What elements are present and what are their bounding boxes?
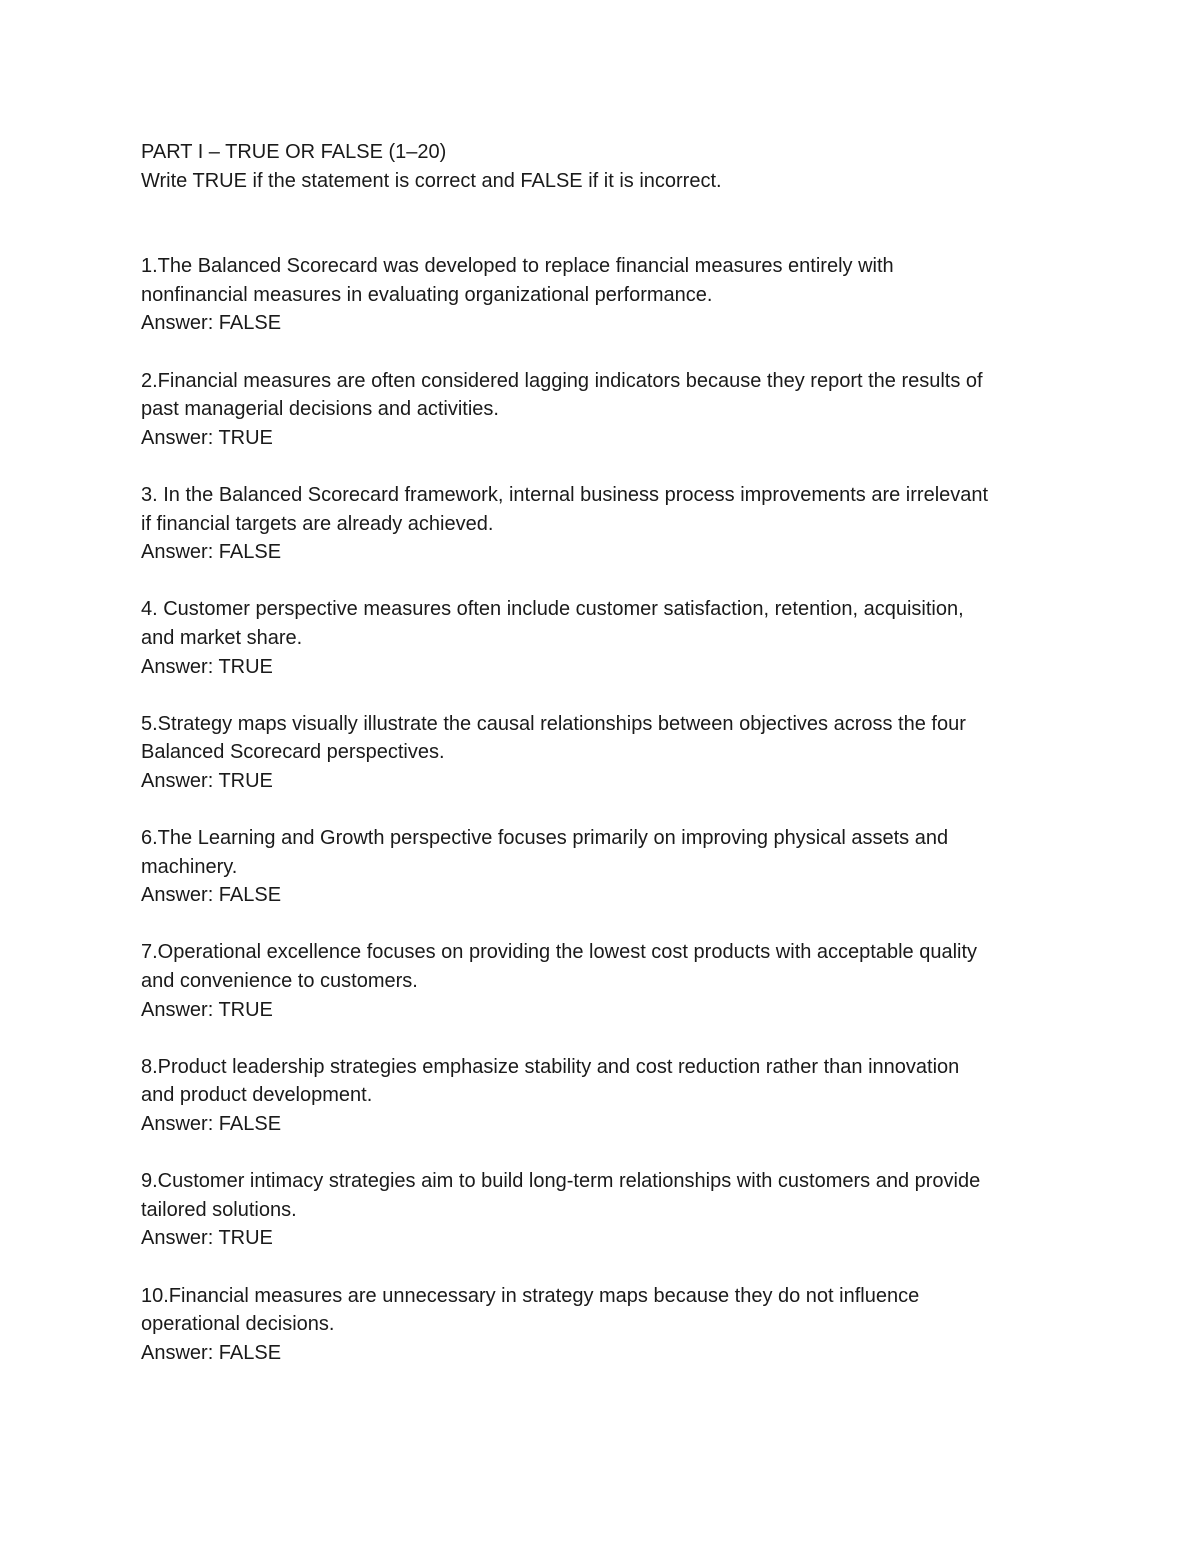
- section-instructions: Write TRUE if the statement is correct and FALSE if it is incorrect.: [141, 169, 722, 192]
- question-text-line: and market share.: [141, 626, 303, 649]
- question-text-line: operational decisions.: [141, 1313, 335, 1336]
- question-text-line: 1.The Balanced Scorecard was developed to replace financial measures entirely with: [141, 255, 894, 278]
- answer-text: Answer: TRUE: [141, 1227, 273, 1250]
- question-text-line: 5.Strategy maps visually illustrate the causal relationships between objectives across the four: [141, 712, 966, 735]
- question-item: [141, 710, 1071, 796]
- answer-text: Answer: TRUE: [141, 655, 273, 678]
- question-item: [141, 595, 1071, 681]
- question-text-line: 3. In the Balanced Scorecard framework, internal business process improvements are irrelevant: [141, 483, 989, 506]
- question-item: [141, 824, 1071, 910]
- question-text-line: 9.Customer intimacy strategies aim to build long-term relationships with customers and provide: [141, 1170, 981, 1193]
- answer-text: Answer: FALSE: [141, 1341, 282, 1364]
- answer-text: Answer: FALSE: [141, 884, 282, 907]
- question-text-line: 8.Product leadership strategies emphasize stability and cost reduction rather than innovation: [141, 1055, 960, 1078]
- question-text-line: and product development.: [141, 1084, 373, 1107]
- answer-text: Answer: FALSE: [141, 541, 282, 564]
- question-text-line: 2.Financial measures are often considered lagging indicators because they report the results of: [141, 369, 983, 392]
- question-text-line: machinery.: [141, 855, 238, 878]
- question-text-line: 7.Operational excellence focuses on providing the lowest cost products with acceptable quality: [141, 941, 978, 964]
- question-item: [141, 481, 1071, 567]
- question-item: [141, 938, 1071, 1024]
- question-text-line: tailored solutions.: [141, 1198, 297, 1221]
- document-page: [141, 138, 1071, 1396]
- answer-text: Answer: TRUE: [141, 769, 273, 792]
- question-item: [141, 1053, 1071, 1139]
- answer-text: Answer: FALSE: [141, 312, 282, 335]
- section-header: [141, 138, 1071, 195]
- question-text-line: 10.Financial measures are unnecessary in strategy maps because they do not influence: [141, 1284, 920, 1307]
- answer-text: Answer: TRUE: [141, 998, 273, 1021]
- question-text-line: if financial targets are already achieved.: [141, 512, 494, 535]
- question-item: [141, 1282, 1071, 1368]
- question-text-line: 6.The Learning and Growth perspective focuses primarily on improving physical assets and: [141, 827, 949, 850]
- question-text-line: Balanced Scorecard perspectives.: [141, 741, 445, 764]
- question-item: [141, 252, 1071, 338]
- question-text-line: and convenience to customers.: [141, 970, 418, 993]
- question-text-line: nonfinancial measures in evaluating organizational performance.: [141, 283, 713, 306]
- question-item: [141, 367, 1071, 453]
- answer-text: Answer: FALSE: [141, 1113, 282, 1135]
- question-item: [141, 1167, 1071, 1253]
- question-text-line: 4. Customer perspective measures often include customer satisfaction, retention, acquisition,: [141, 598, 964, 621]
- answer-text: Answer: TRUE: [141, 426, 273, 449]
- question-text-line: past managerial decisions and activities.: [141, 398, 499, 421]
- section-title: PART I – TRUE OR FALSE (1–20): [141, 141, 447, 163]
